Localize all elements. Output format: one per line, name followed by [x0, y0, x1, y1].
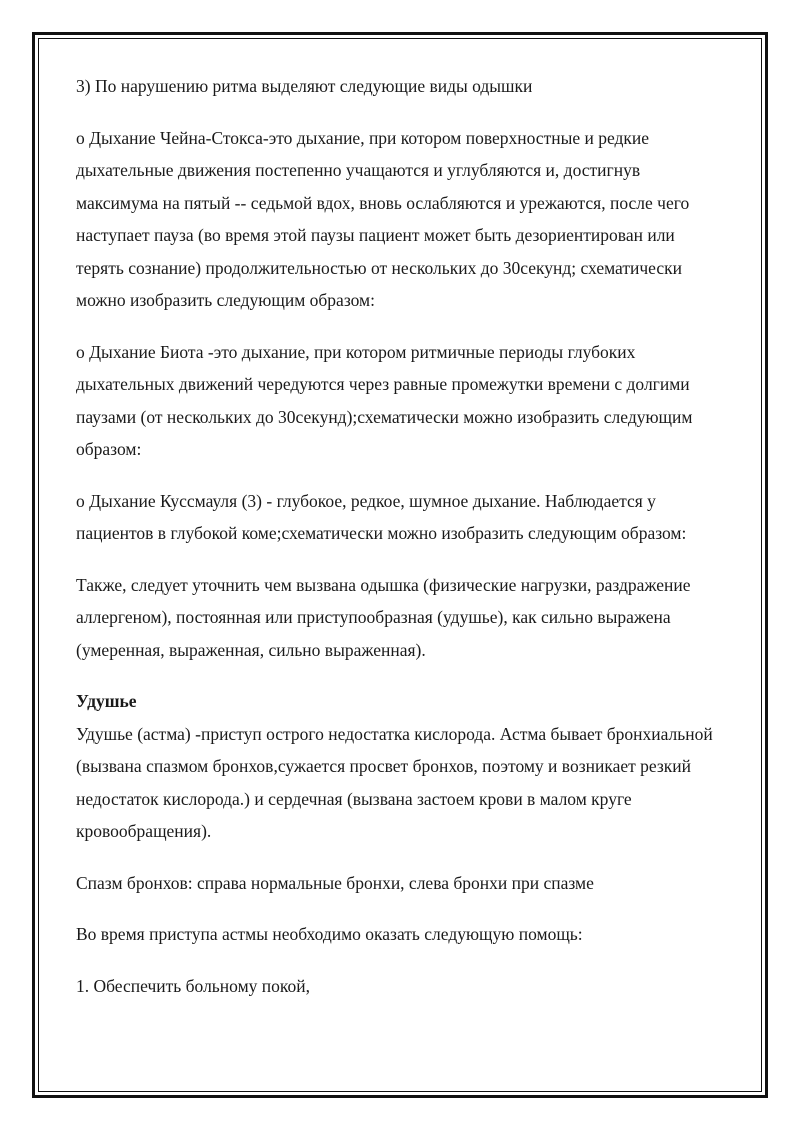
section-heading-asthma: Удушье — [76, 691, 137, 711]
paragraph-cheyne-stokes: o Дыхание Чейна-Стокса-это дыхание, при котором поверхностные и редкие дыхательные движения постепенно учащаются и углубляются и, достигнув максимума на пятый -- седьмой вдох, вновь ослабляются и урежаются, после чего наступает пауза (во время этой паузы пациент может быть дезориентирован или терять сознание) продолжительностью от нескольких до 30секунд; схематически можно изобразить следующим образом: — [76, 127, 690, 310]
paragraph-bronchospasm: Спазм бронхов: справа нормальные бронхи, слева бронхи при спазме — [76, 872, 594, 893]
paragraph-dyspnea-details: Также, следует уточнить чем вызвана одышка (физические нагрузки, раздражение аллергеном), постоянная или приступообразная (удушье), как сильно выражена (умеренная, выраженная, сильно выраженная). — [76, 574, 691, 660]
document-body — [76, 70, 726, 1021]
paragraph-biot: o Дыхание Биота -это дыхание, при котором ритмичные периоды глубоких дыхательных движений чередуются через равные промежутки времени с долгими паузами (от нескольких до 30секунд);схематически можно изобразить следующим образом: — [76, 341, 693, 459]
paragraph-first-aid-intro: Во время приступа астмы необходимо оказать следующую помощь: — [76, 924, 583, 944]
paragraph-kussmaul: o Дыхание Куссмауля (3) - глубокое, редкое, шумное дыхание. Наблюдается у пациентов в глубокой коме;схематически можно изобразить следующим образом: — [76, 490, 687, 543]
list-item-first-aid-1: 1. Обеспечить больному покой, — [76, 975, 310, 996]
paragraph-rhythm-intro: 3) По нарушению ритма выделяют следующие виды одышки — [76, 76, 533, 96]
paragraph-asthma-definition: Удушье (астма) -приступ острого недостатка кислорода. Астма бывает бронхиальной (вызвана спазмом бронхов,сужается просвет бронхов, поэтому и возникает резкий недостаток кислорода.) и сердечная (вызвана застоем крови в малом круге кровообращения). — [76, 723, 713, 841]
